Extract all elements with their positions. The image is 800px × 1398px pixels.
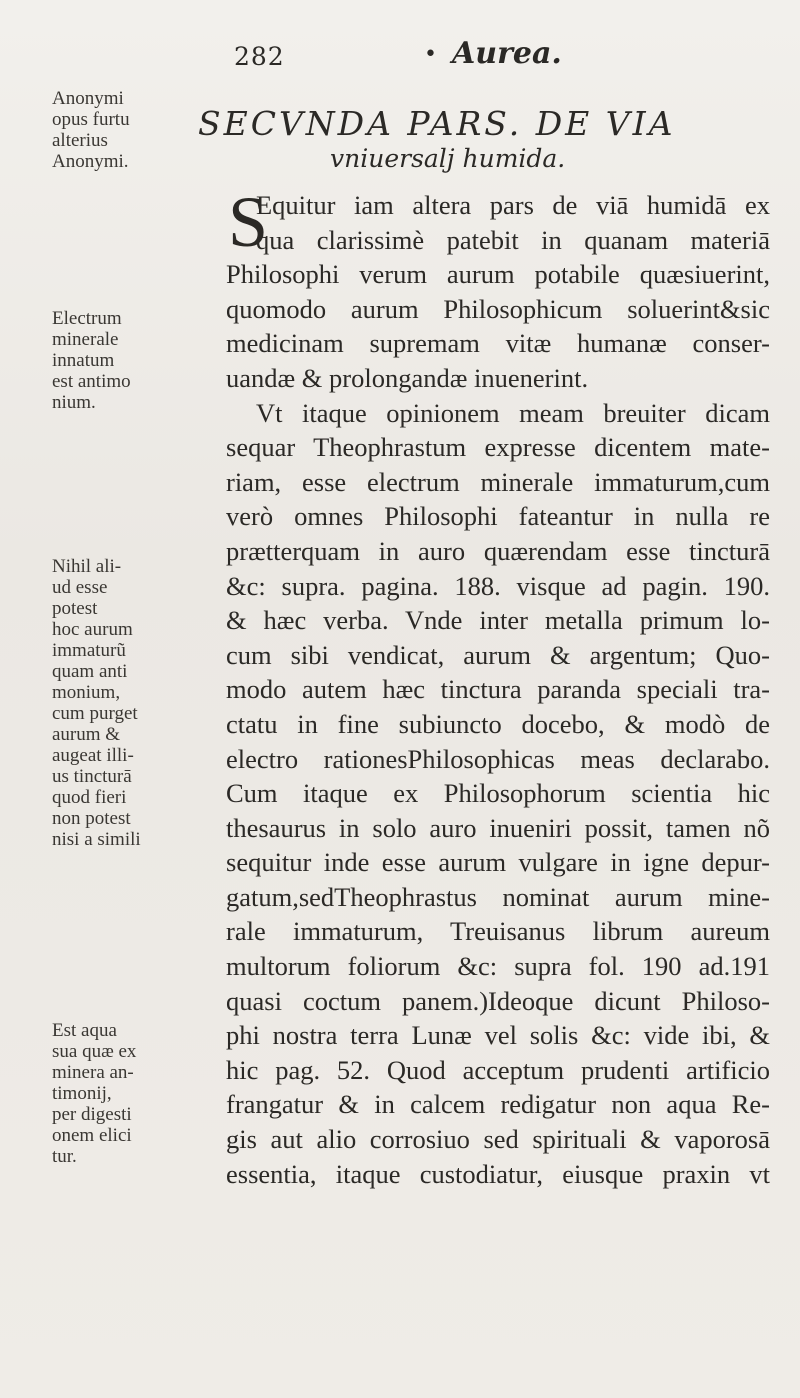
body-line: sequitur inde esse aurum vulgare in igne depur- bbox=[226, 847, 770, 878]
margin-note-line: innatum bbox=[52, 350, 115, 371]
margin-note-line: nisi a simili bbox=[52, 829, 141, 850]
body-line: verò omnes Philosophi fateantur in nulla re bbox=[226, 501, 770, 532]
body-line: gis aut alio corrosiuo sed spirituali & vaporosā bbox=[226, 1124, 770, 1155]
margin-note-line: cum purget bbox=[52, 703, 138, 724]
body-line: Vt itaque opinionem meam breuiter dicam bbox=[256, 397, 770, 428]
section-subheading: vniuersalj humida. bbox=[330, 144, 566, 173]
drop-cap: S bbox=[228, 182, 269, 262]
body-line: phi nostra terra Lunæ vel solis &c: vide ibi, & bbox=[226, 1020, 770, 1051]
margin-note-line: Est aqua bbox=[52, 1020, 117, 1041]
body-line: Philosophi verum aurum potabile quæsiuerint, bbox=[226, 259, 770, 290]
margin-note-nihil-aliud bbox=[52, 556, 172, 850]
margin-note-anonymi bbox=[52, 88, 172, 172]
margin-note-line: potest bbox=[52, 598, 98, 619]
margin-note-est-aqua bbox=[52, 1020, 172, 1167]
margin-note-line: tur. bbox=[52, 1146, 77, 1167]
body-line: ctatu in fine subiuncto docebo, & modò de bbox=[226, 708, 770, 739]
margin-note-line: nium. bbox=[52, 392, 96, 413]
body-line: & hæc verba. Vnde inter metalla primum lo- bbox=[226, 605, 770, 636]
margin-note-line: Anonymi bbox=[52, 88, 124, 109]
margin-note-line: ud esse bbox=[52, 577, 108, 598]
body-line: riam, esse electrum minerale immaturum,cum bbox=[226, 466, 770, 497]
body-line: multorum foliorum &c: supra fol. 190 ad.191 bbox=[226, 951, 770, 982]
body-line: prætterquam in auro quærendam esse tincturā bbox=[226, 535, 770, 566]
body-line: uandæ & prolongandæ inuenerint. bbox=[226, 362, 589, 393]
margin-note-line: opus furtu bbox=[52, 109, 130, 130]
body-line: rale immaturum, Treuisanus librum aureum bbox=[226, 916, 770, 947]
margin-note-line: per digesti bbox=[52, 1104, 132, 1125]
margin-note-line: minerale bbox=[52, 329, 119, 350]
body-line: &c: supra. pagina. 188. visque ad pagin. 190. bbox=[226, 570, 770, 601]
margin-note-line: alterius bbox=[52, 130, 108, 151]
margin-note-line: timonij, bbox=[52, 1083, 112, 1104]
page-number: 282 bbox=[234, 42, 285, 71]
margin-note-line: quam anti bbox=[52, 661, 128, 682]
body-line: qua clarissimè patebit in quanam materiā bbox=[256, 224, 770, 255]
margin-note-line: monium, bbox=[52, 682, 121, 703]
body-line: hic pag. 52. Quod acceptum prudenti artificio bbox=[226, 1054, 770, 1085]
body-text bbox=[226, 182, 770, 1191]
body-line: thesaurus in solo auro inueniri possit, tamen nõ bbox=[226, 812, 770, 843]
body-line: Cum itaque ex Philosophorum scientia hic bbox=[226, 778, 770, 809]
margin-note-line: Anonymi. bbox=[52, 151, 129, 172]
margin-note-line: onem elici bbox=[52, 1125, 132, 1146]
margin-note-line: est antimo bbox=[52, 371, 131, 392]
running-head-bullet: • bbox=[424, 42, 437, 67]
margin-note-line: Electrum bbox=[52, 308, 122, 329]
margin-note-line: immaturũ bbox=[52, 640, 126, 661]
margin-note-line: sua quæ ex bbox=[52, 1041, 137, 1062]
body-line: frangatur & in calcem redigatur non aqua Re- bbox=[226, 1089, 770, 1120]
body-line: gatum,sedTheophrastus nominat aurum mine- bbox=[226, 881, 770, 912]
running-title: Aurea. bbox=[452, 36, 562, 71]
margin-note-line: Nihil ali- bbox=[52, 556, 122, 577]
body-line: modo autem hæc tinctura paranda speciali tra- bbox=[226, 674, 770, 705]
margin-note-line: hoc aurum bbox=[52, 619, 133, 640]
running-head bbox=[0, 26, 800, 71]
body-line: medicinam supremam vitæ humanæ conser- bbox=[226, 328, 770, 359]
body-line: Equitur iam altera pars de viā humidā ex bbox=[256, 190, 770, 220]
margin-note-line: augeat illi- bbox=[52, 745, 134, 766]
body-line: essentia, itaque custodiatur, eiusque praxin vt bbox=[226, 1158, 770, 1189]
margin-note-line: minera an- bbox=[52, 1062, 134, 1083]
margin-note-electrum bbox=[52, 308, 172, 413]
body-line: quasi coctum panem.)Ideoque dicunt Philoso- bbox=[226, 985, 770, 1016]
margin-note-line: aurum & bbox=[52, 724, 121, 745]
margin-note-line: quod fieri bbox=[52, 787, 127, 808]
body-line: electro rationesPhilosophicas meas declarabo. bbox=[226, 743, 770, 774]
section-heading: SECVNDA PARS. DE VIA bbox=[198, 104, 676, 143]
margin-note-line: non potest bbox=[52, 808, 131, 829]
margin-note-line: us tincturā bbox=[52, 766, 132, 787]
body-line: cum sibi vendicat, aurum & argentum; Quo- bbox=[226, 639, 770, 670]
body-line: quomodo aurum Philosophicum soluerint&sic bbox=[226, 293, 770, 324]
body-line: sequar Theophrastum expresse dicentem mate- bbox=[226, 432, 770, 463]
